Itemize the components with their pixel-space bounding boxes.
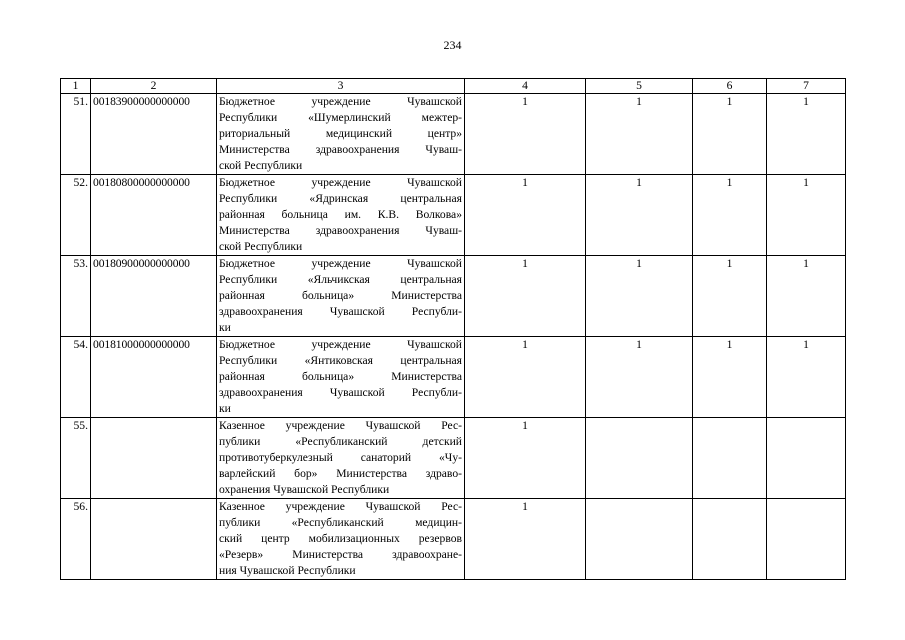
institution-name-line: Министерства здравоохранения Чуваш- (219, 224, 462, 237)
column-header: 3 (217, 79, 465, 94)
value-cell-c7: 1 (767, 94, 846, 175)
code-cell: 00181000000000000 (91, 337, 217, 418)
institution-name-line: ки (219, 402, 231, 415)
value-cell-c7 (767, 499, 846, 580)
institution-name-line: публики «Республиканский детский (219, 435, 462, 448)
institution-name-line: охранения Чувашской Республики (219, 483, 390, 496)
row-number-cell: 54. (61, 337, 91, 418)
value-cell-c7 (767, 418, 846, 499)
value-cell-c6: 1 (693, 175, 767, 256)
institution-name-line: Республики «Яльчикская центральная (219, 273, 462, 286)
value-cell-c4: 1 (465, 256, 586, 337)
table-row (61, 337, 846, 418)
institution-name-line: риториальный медицинский центр» (219, 127, 462, 140)
row-number-cell: 53. (61, 256, 91, 337)
page-number: 234 (443, 38, 462, 52)
institution-name-line: ской Республики (219, 240, 303, 253)
institution-name-line: Бюджетное учреждение Чувашской (219, 95, 462, 108)
institution-name-cell (217, 256, 465, 337)
value-cell-c7: 1 (767, 256, 846, 337)
institution-name-line: здравоохранения Чувашской Республи- (219, 305, 462, 318)
institution-name-line: Министерства здравоохранения Чуваш- (219, 143, 462, 156)
column-header: 4 (465, 79, 586, 94)
value-cell-c7: 1 (767, 337, 846, 418)
institution-name-line: публики «Республиканский медицин- (219, 516, 462, 529)
institution-name-line: районная больница» Министерства (219, 370, 462, 383)
code-cell: 00180800000000000 (91, 175, 217, 256)
institution-name-cell (217, 175, 465, 256)
value-cell-c5: 1 (586, 94, 693, 175)
institution-name-line: Казенное учреждение Чувашской Рес- (219, 419, 462, 432)
column-header: 1 (61, 79, 91, 94)
value-cell-c6: 1 (693, 337, 767, 418)
column-header: 6 (693, 79, 767, 94)
institution-name-cell (217, 418, 465, 499)
institution-name-line: «Резерв» Министерства здравоохране- (219, 548, 462, 561)
table-row (61, 256, 846, 337)
institution-name-line: Республики «Ядринская центральная (219, 192, 462, 205)
column-header: 5 (586, 79, 693, 94)
row-number-cell: 51. (61, 94, 91, 175)
institution-name-line: Казенное учреждение Чувашской Рес- (219, 500, 462, 513)
value-cell-c5: 1 (586, 337, 693, 418)
institution-name-cell (217, 94, 465, 175)
institution-name-line: Бюджетное учреждение Чувашской (219, 176, 462, 189)
value-cell-c4: 1 (465, 175, 586, 256)
row-number-cell: 55. (61, 418, 91, 499)
value-cell-c4: 1 (465, 337, 586, 418)
institution-name-cell (217, 337, 465, 418)
code-cell (91, 499, 217, 580)
value-cell-c6 (693, 499, 767, 580)
institution-name-line: варлейский бор» Министерства здраво- (219, 467, 462, 480)
institution-name-line: районная больница им. К.В. Волкова» (219, 208, 462, 221)
value-cell-c4: 1 (465, 499, 586, 580)
institution-name-line: районная больница» Министерства (219, 289, 462, 302)
data-table (60, 78, 846, 580)
table-row (61, 418, 846, 499)
institution-name-line: Республики «Янтиковская центральная (219, 354, 462, 367)
table-row (61, 175, 846, 256)
value-cell-c5 (586, 499, 693, 580)
value-cell-c7: 1 (767, 175, 846, 256)
institution-name-line: здравоохранения Чувашской Республи- (219, 386, 462, 399)
institution-name-line: Республики «Шумерлинский межтер- (219, 111, 462, 124)
column-header: 2 (91, 79, 217, 94)
institution-name-line: ния Чувашской Республики (219, 564, 356, 577)
institution-name-line: Бюджетное учреждение Чувашской (219, 257, 462, 270)
table-row (61, 499, 846, 580)
row-number-cell: 56. (61, 499, 91, 580)
value-cell-c6: 1 (693, 94, 767, 175)
value-cell-c5 (586, 418, 693, 499)
institution-name-line: ской Республики (219, 159, 303, 172)
value-cell-c5: 1 (586, 175, 693, 256)
value-cell-c4: 1 (465, 94, 586, 175)
institution-name-line: ки (219, 321, 231, 334)
code-cell: 00180900000000000 (91, 256, 217, 337)
code-cell: 00183900000000000 (91, 94, 217, 175)
code-cell (91, 418, 217, 499)
value-cell-c6 (693, 418, 767, 499)
institution-name-cell (217, 499, 465, 580)
value-cell-c4: 1 (465, 418, 586, 499)
institution-name-line: противотуберкулезный санаторий «Чу- (219, 451, 462, 464)
value-cell-c5: 1 (586, 256, 693, 337)
table-row (61, 94, 846, 175)
column-header: 7 (767, 79, 846, 94)
institution-name-line: ский центр мобилизационных резервов (219, 532, 462, 545)
value-cell-c6: 1 (693, 256, 767, 337)
institution-name-line: Бюджетное учреждение Чувашской (219, 338, 462, 351)
row-number-cell: 52. (61, 175, 91, 256)
table-header-row (61, 79, 846, 94)
